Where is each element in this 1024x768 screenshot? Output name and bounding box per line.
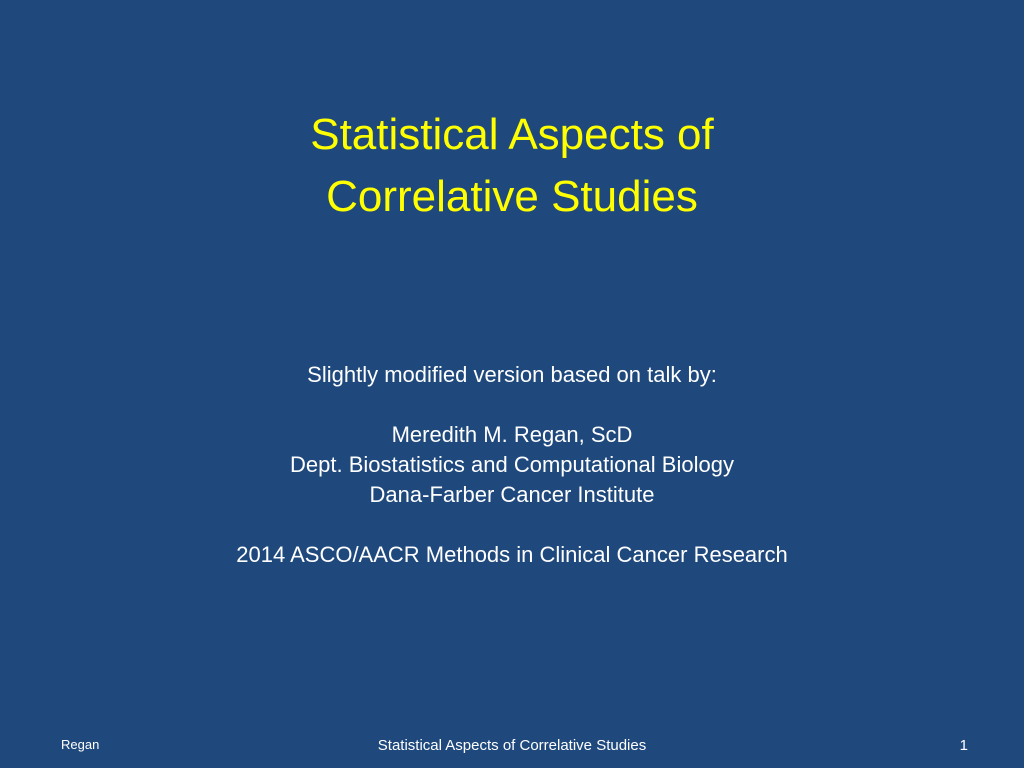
slide-subtitle	[0, 360, 1024, 570]
subtitle-line: 2014 ASCO/AACR Methods in Clinical Cancer Research	[236, 542, 788, 567]
footer-author: Regan	[61, 737, 100, 752]
subtitle-line: Slightly modified version based on talk by:	[307, 362, 717, 387]
subtitle-line: Dept. Biostatistics and Computational Biology	[290, 452, 734, 477]
title-line: Statistical Aspects of	[310, 110, 714, 159]
subtitle-spacer	[0, 390, 1024, 420]
footer-title: Statistical Aspects of Correlative Studies	[377, 737, 647, 754]
subtitle-line: Dana-Farber Cancer Institute	[369, 482, 655, 507]
subtitle-spacer	[0, 510, 1024, 540]
title-line: Correlative Studies	[326, 172, 698, 221]
subtitle-line: Meredith M. Regan, ScD	[391, 422, 633, 447]
footer-page-number: 1	[959, 737, 968, 754]
slide-title	[0, 104, 1024, 228]
